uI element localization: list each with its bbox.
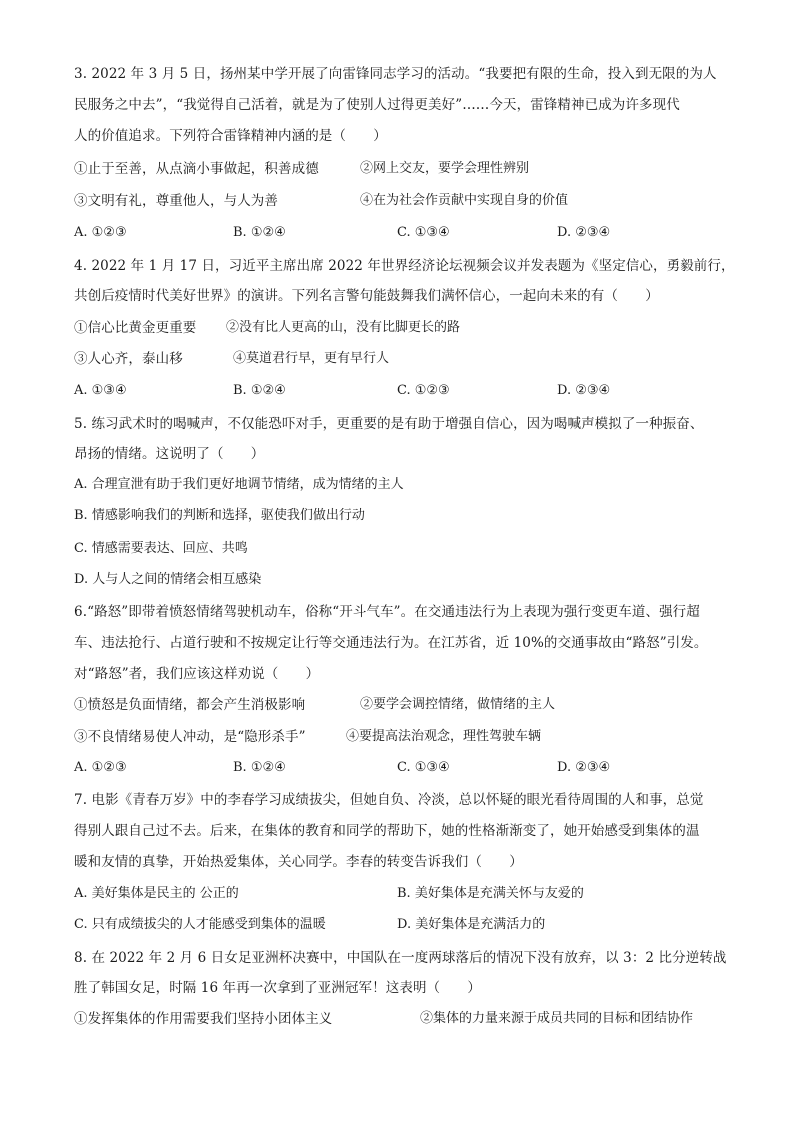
q4-statement-2: ②没有比人更高的山，没有比脚更长的路: [226, 320, 461, 335]
q4-option-d[interactable]: D. ②③④: [557, 383, 611, 398]
q4-option-a[interactable]: A. ①③④: [74, 383, 127, 398]
q8-stem-line-1: 8. 在 2022 年 2 月 6 日女足亚洲杯决赛中，中国队在一度两球落后的情况下没有放弃，以 3：2 比分逆转战: [74, 950, 727, 966]
q3-option-b[interactable]: B. ①②④: [233, 225, 286, 240]
q6-statement-1: ①愤怒是负面情绪，都会产生消极影响: [74, 697, 306, 713]
q4-option-b[interactable]: B. ①②④: [233, 383, 286, 398]
q8-statement-1: ①发挥集体的作用需要我们坚持小团体主义: [74, 1011, 333, 1027]
q5-option-d[interactable]: D. 人与人之间的情绪会相互感染: [74, 572, 262, 587]
q5-option-c[interactable]: C. 情感需要表达、回应、共鸣: [74, 541, 248, 556]
q6-option-c[interactable]: C. ①③④: [397, 760, 450, 775]
q6-stem-line-1: 6.“路怒”即带着愤怒情绪驾驶机动车，俗称“开斗气车”。在交通违法行为上表现为强行变更车道、强行超: [74, 604, 700, 620]
q6-statement-2: ②要学会调控情绪，做情绪的主人: [360, 697, 556, 712]
q3-statement-4: ④在为社会作贡献中实现自身的价值: [360, 193, 569, 208]
q3-statement-2: ②网上交友，要学会理性辨别: [360, 161, 530, 176]
q7-stem-line-3: 暖和友情的真挚，开始热爱集体，关心同学。李春的转变告诉我们（ ）: [74, 854, 523, 870]
q6-statement-3: ③不良情绪易使人冲动，是“隐形杀手”: [74, 729, 306, 745]
q7-stem-line-1: 7. 电影《青春万岁》中的李春学习成绩拔尖，但她自负、冷淡，总以怀疑的眼光看待周围的人和事，总觉: [74, 792, 704, 808]
q5-stem-line-1: 5. 练习武术时的喝喊声，不仅能恐吓对手，更重要的是有助于增强自信心，因为喝喊声模拟了一种振奋、: [74, 416, 704, 432]
q3-statement-1: ①止于至善，从点滴小事做起，积善成德: [74, 161, 319, 177]
q8-statement-2: ②集体的力量来源于成员共同的目标和团结协作: [420, 1011, 694, 1026]
q3-stem-line-1: 3. 2022 年 3 月 5 日，扬州某中学开展了向雷锋同志学习的活动。“我要把有限的生命，投入到无限的为人: [74, 66, 717, 82]
q4-stem-line-1: 4. 2022 年 1 月 17 日，习近平主席出席 2022 年世界经济论坛视频会议并发表题为《坚定信心，勇毅前行，: [74, 258, 735, 274]
q7-option-b[interactable]: B. 美好集体是充满关怀与友爱的: [397, 886, 584, 901]
q5-option-b[interactable]: B. 情感影响我们的判断和选择，驱使我们做出行动: [74, 508, 365, 523]
q4-statement-4: ④莫道君行早，更有早行人: [233, 351, 390, 366]
q3-option-d[interactable]: D. ②③④: [557, 225, 611, 240]
q6-stem-line-2: 车、违法抢行、占道行驶和不按规定让行等交通违法行为。在江苏省，近 10%的交通事故由“路怒”引发。: [74, 635, 708, 651]
q4-stem-line-2: 共创后疫情时代美好世界》的演讲。下列名言警句能鼓舞我们满怀信心，一起向未来的有（ ）: [74, 288, 659, 304]
q7-option-c[interactable]: C. 只有成绩拔尖的人才能感受到集体的温暖: [74, 917, 326, 932]
q8-stem-line-2: 胜了韩国女足，时隔 16 年再一次拿到了亚洲冠军！这表明（ ）: [74, 980, 481, 996]
q3-stem-line-3: 人的价值追求。下列符合雷锋精神内涵的是（ ）: [74, 128, 387, 144]
q6-option-d[interactable]: D. ②③④: [557, 760, 611, 775]
q7-stem-line-2: 得别人跟自己过不去。后来，在集体的教育和同学的帮助下，她的性格渐渐变了，她开始感受到集体的温: [74, 823, 700, 839]
q6-statement-4: ④要提高法治观念，理性驾驶车辆: [346, 729, 542, 744]
q4-option-c[interactable]: C. ①②③: [397, 383, 450, 398]
q5-stem-line-2: 昂扬的情绪。这说明了（ ）: [74, 446, 265, 462]
q4-statement-1: ①信心比黄金更重要: [74, 320, 197, 336]
q6-stem-line-3: 对“路怒”者，我们应该这样劝说（ ）: [74, 666, 320, 682]
q3-stem-line-2: 民服务之中去”，“我觉得自己活着，就是为了使别人过得更美好”……今天，雷锋精神已成为许多现代: [74, 97, 680, 113]
q6-option-a[interactable]: A. ①②③: [74, 760, 127, 775]
q3-option-c[interactable]: C. ①③④: [397, 225, 450, 240]
q3-statement-3: ③文明有礼，尊重他人，与人为善: [74, 193, 278, 209]
q5-option-a[interactable]: A. 合理宣泄有助于我们更好地调节情绪，成为情绪的主人: [74, 477, 404, 492]
q3-option-a[interactable]: A. ①②③: [74, 225, 127, 240]
q6-option-b[interactable]: B. ①②④: [233, 760, 286, 775]
q4-statement-3: ③人心齐，泰山移: [74, 351, 183, 367]
q7-option-a[interactable]: A. 美好集体是民主的 公正的: [74, 886, 239, 901]
q7-option-d[interactable]: D. 美好集体是充满活力的: [397, 917, 546, 932]
